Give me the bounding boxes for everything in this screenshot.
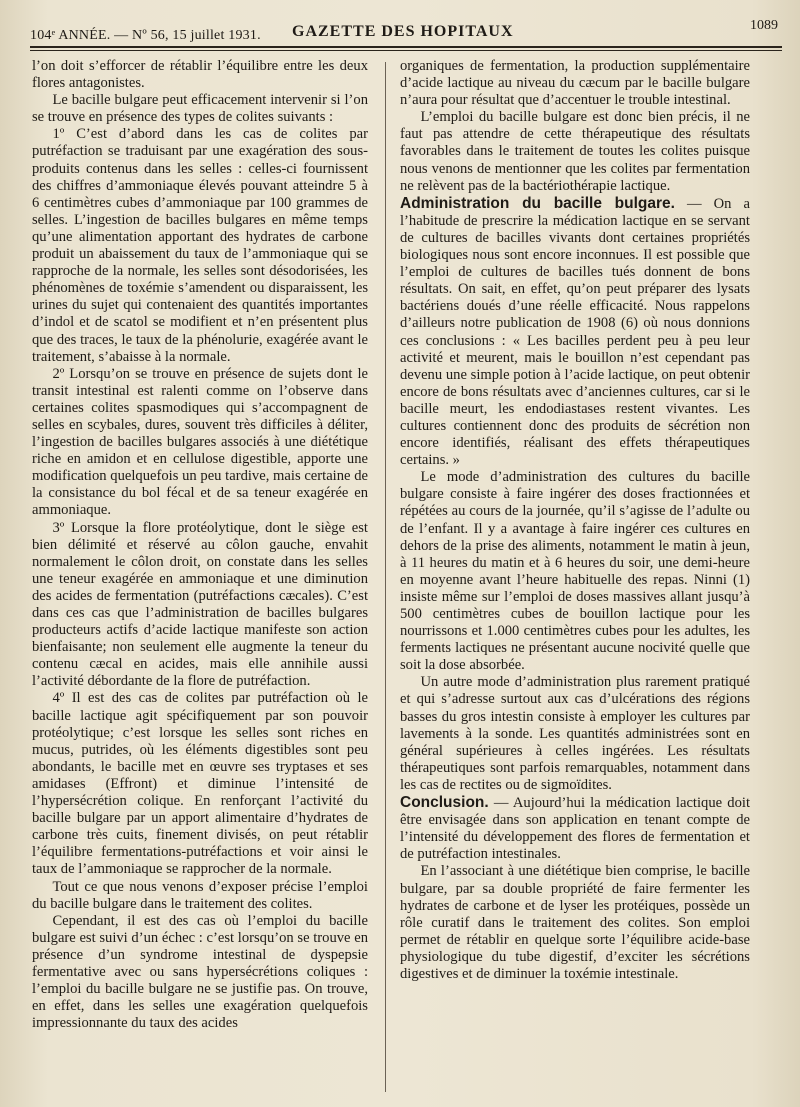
- section-text: — Aujourd’hui la médication lactique doit être envisagée dans son application en tenant compte de l’intensité du développement des flores de fermentation et de putréfaction intestinales.: [400, 795, 750, 863]
- section-heading: Conclusion.: [400, 794, 489, 812]
- paragraph: 1º C’est d’abord dans les cas de colites par putréfaction se traduisant par une exagération des sous-produits contenus dans les selles : celles-ci fournissent des chiffres d’ammoniaque élevés pouvant atteindre 5 à 6 centimètres cubes d’ammoniaque par 100 grammes de selles. L’ingestion de bacilles bulgares en même temps qu’une alimentation apportant des hydrates de carbone produit un abaissement du taux de l’ammoniaque qui se rapproche de la normale, les selles sont désodorisées, les phénomènes de toxémie s’amendent ou disparaissent, les urines du sujet qui contenaient des quantités importantes d’indol et de scatol se modifient et n’en présentent plus que des traces, le taux de la phénolurie, exagérée avant le traitement, s’abaisse à la normale.: [32, 126, 368, 365]
- paragraph: 3º Lorsque la flore protéolytique, dont le siège est bien délimité et réservé au côlon gauche, envahit normalement le côlon droit, on constate dans les selles une teneur exagérée en ammoniaque et une diminution des acides de fermentation (putréfactions cæcales). C’est dans ces cas que l’administration de bacilles bulgares producteurs actifs d’acide lactique manifeste son action bienfaisante; non seulement elle augmente la teneur du contenu cæcal en acides, mais elle annihile aussi l’activité débordante de la flore de putréfaction.: [32, 519, 368, 690]
- right-column: [400, 58, 750, 983]
- header-rule-thick: [30, 46, 782, 48]
- issue-info: 104ᵉ ANNÉE. — Nº 56, 15 juillet 1931.: [30, 28, 261, 43]
- paragraph: 2º Lorsqu’on se trouve en présence de sujets dont le transit intestinal est ralenti comme on l’observe dans certaines colites spasmodiques qui s’accompagnent de selles en scybales, dures, souvent très difficiles à déliter, l’ingestion de bacilles bulgares associés à une diététique riche en amidon et en cellulose digestible, apporte une modification quelquefois un peu tardive, mais certaine de la consistance du bol fécal et de sa teneur exagérée en ammoniaque.: [32, 365, 368, 519]
- paragraph: l’on doit s’efforcer de rétablir l’équilibre entre les deux flores antagonistes.: [32, 58, 368, 92]
- journal-title: GAZETTE DES HOPITAUX: [292, 23, 514, 40]
- page-number: 1089: [750, 18, 778, 33]
- paragraph: En l’associant à une diététique bien comprise, le bacille bulgare, par sa double propriété de faire fermenter les hydrates de carbone et de lyser les protéiques, possède un rôle curatif dans le traitement des colites. Son emploi permet de rétablir en quelque sorte l’équilibre acide-base physiologique du tube digestif, d’exciter les sécrétions digestives et de diminuer la toxémie intestinale.: [400, 863, 750, 982]
- section-text: — On a l’habitude de prescrire la médication lactique en se servant de cultures de bacilles vivants dont certaines propriétés biologiques nous sont encore inconnues. Il est possible que l’emploi de cultures de bacilles tués donnent de bons résultats. On sait, en effet, qu’on peut préparer des lysats bactériens doués d’une réelle efficacité. Nous rappelons d’ailleurs notre publication de 1908 (6) où nous donnions ces conclusions : « Les bacilles perdent peu à peu leur activité et meurent, mais le bouillon n’est cependant pas devenu une simple potion à l’acide lactique, on peut obtenir encore de bons résultats avec d’anciennes cultures, car si le bacille meurt, les endodiastases restent vivantes. Les cultures contiennent donc des produits de sécrétion non encore identifiés, réalisant des effets thérapeutiques certains. »: [400, 195, 750, 469]
- paragraph: organiques de fermentation, la production supplémentaire d’acide lactique au niveau du cæcum par le bacille bulgare n’aura pour résultat que d’accentuer le trouble intestinal.: [400, 58, 750, 109]
- paragraph: Cependant, il est des cas où l’emploi du bacille bulgare est suivi d’un échec : c’est lorsqu’on se trouve en présence d’un syndrome intestinal de dyspepsie fermentative avec ou sans hypersécrétions coliques : l’emploi du bacille bulgare ne se justifie pas. On trouve, en effet, dans les selles une exagération quelquefois impressionnante du taux des acides: [32, 912, 368, 1032]
- paragraph: Le bacille bulgare peut efficacement intervenir si l’on se trouve en présence des types de colites suivants :: [32, 92, 368, 126]
- paragraph: 4º Il est des cas de colites par putréfaction où le bacille lactique agit spécifiquement par son pouvoir protéolytique; c’est lorsque les selles sont riches en mucus, putrides, où les éléments digestibles sont peu abondants, le bacille met en œuvre ses tryptases et ses amidases (Effront) et diminue l’intensité de l’hypersécrétion colique. En renforçant l’activité du bacille bulgare par un apport alimentaire d’hydrates de carbone très cuits, finement divisés, on peut rétablir l’équilibre fermentations-putréfactions et voir ainsi le taux de l’ammoniaque se rapprocher de la normale.: [32, 690, 368, 878]
- paragraph: Un autre mode d’administration plus rarement pratiqué et qui s’adresse surtout aux cas d’ulcérations des régions basses du gros intestin consiste à employer les cultures par lavements à la sonde. Les quantités administrées sont en général supérieures à celles ingérées. Les résultats thérapeutiques sont parfois remarquables, notamment dans les cas de rectites ou de sigmoïdites.: [400, 674, 750, 793]
- column-divider: [385, 62, 386, 1092]
- header-rule-thin: [30, 50, 782, 51]
- paragraph: Le mode d’administration des cultures du bacille bulgare consiste à faire ingérer des doses fractionnées et répétées au cours de la journée, qu’il s’agisse de l’adulte ou de l’enfant. Il y a avantage à faire ingérer ces cultures en dehors de la prise des aliments, notamment le matin à jeun, à 11 heures du matin et à 6 heures du soir, une demi-heure en moyenne avant l’heure habituelle des repas. Ninni (1) insiste même sur l’emploi de doses massives allant jusqu’à 500 centimètres cubes de bouillon lactique pour les nourrissons et 1.000 centimètres cubes pour les adultes, les ferments lactiques ne présentant aucune nocivité quelle que soit la dose absorbée.: [400, 469, 750, 674]
- left-column: [32, 58, 368, 1032]
- section-heading: Administration du bacille bulgare.: [400, 194, 675, 212]
- paragraph: L’emploi du bacille bulgare est donc bien précis, il ne faut pas attendre de cette thérapeutique des résultats favorables dans le traitement de toutes les colites puisque nous venons de mentionner que les colites par fermentation ne relèvent pas de la bactériothérapie lactique.: [400, 109, 750, 194]
- paragraph: Tout ce que nous venons d’exposer précise l’emploi du bacille bulgare dans le traitement des colites.: [32, 878, 368, 912]
- page-header: [30, 18, 782, 48]
